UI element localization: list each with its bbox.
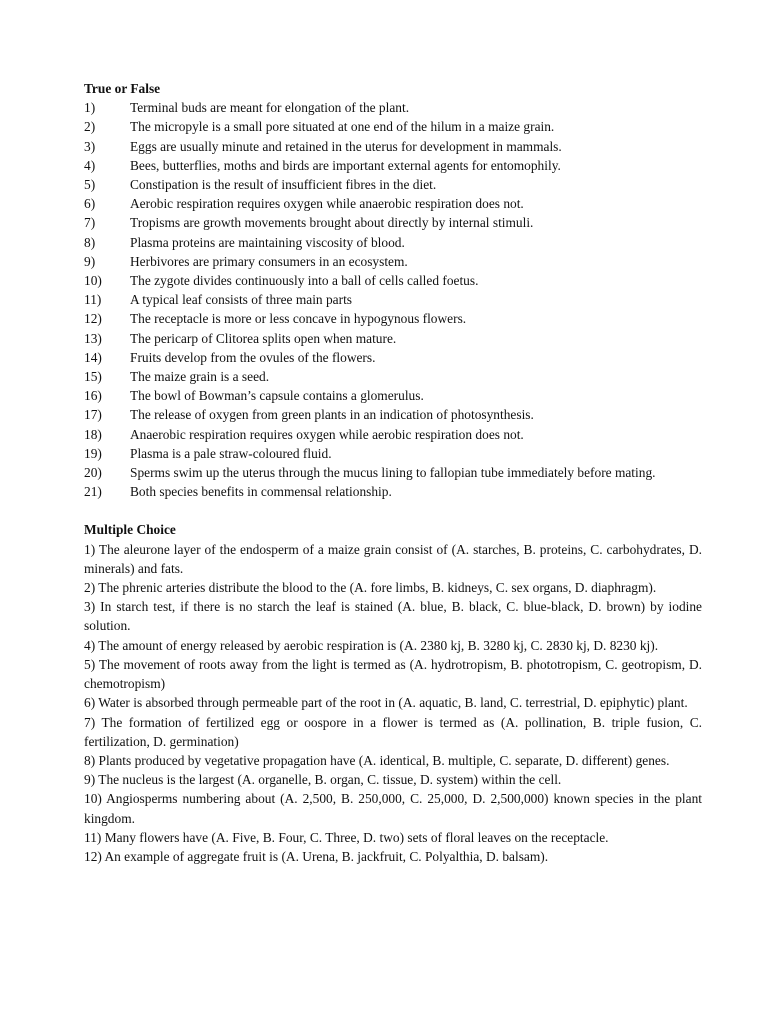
item-number: 18) (84, 426, 102, 442)
statement-text: Sperms swim up the uterus through the mucus lining to fallopian tube immediately before mating. (130, 465, 656, 481)
statement-text: The receptacle is more or less concave in hypogynous flowers. (130, 311, 467, 327)
statement-text: Bees, butterflies, moths and birds are important external agents for entomophily. (130, 157, 561, 173)
true-false-item (84, 233, 702, 252)
statement-text: Herbivores are primary consumers in an ecosystem. (130, 253, 408, 269)
statement-text: The pericarp of Clitorea splits open when mature. (130, 330, 397, 346)
true-false-item (84, 463, 702, 482)
item-number: 6) (84, 196, 96, 212)
item-number: 5) (84, 177, 96, 193)
statement-text: Plasma proteins are maintaining viscosity of blood. (130, 234, 405, 250)
multiple-choice-item: 11) Many flowers have (A. Five, B. Four, C. Three, D. two) sets of floral leaves on the receptacle. (84, 829, 609, 845)
true-false-item (84, 175, 702, 194)
statement-text: The micropyle is a small pore situated at one end of the hilum in a maize grain. (130, 119, 555, 135)
item-number: 8) (84, 234, 96, 250)
multiple-choice-item: 6) Water is absorbed through permeable part of the root in (A. aquatic, B. land, C. terrestrial, D. epiphytic) plant. (84, 695, 688, 711)
statement-text: Fruits develop from the ovules of the flowers. (130, 349, 376, 365)
true-false-list (84, 98, 702, 501)
statement-text: Tropisms are growth movements brought about directly by internal stimuli. (130, 215, 534, 231)
item-number: 3) (84, 138, 96, 154)
multiple-choice-item: 1) The aleurone layer of the endosperm of a maize grain consist of (A. starches, B. proteins, C. carbohydrates, D. minerals) and fats. (84, 541, 702, 576)
multiple-choice-item: 4) The amount of energy released by aerobic respiration is (A. 2380 kj, B. 3280 kj, C. 2830 kj, D. 8230 kj). (84, 637, 659, 653)
true-false-item (84, 425, 702, 444)
multiple-choice-item: 2) The phrenic arteries distribute the blood to the (A. fore limbs, B. kidneys, C. sex organs, D. diaphragm). (84, 580, 657, 596)
true-false-item (84, 271, 702, 290)
multiple-choice-heading: Multiple Choice (84, 522, 176, 538)
true-false-item (84, 194, 702, 213)
statement-text: The zygote divides continuously into a ball of cells called foetus. (130, 273, 479, 289)
item-number: 16) (84, 388, 102, 404)
item-number: 1) (84, 100, 96, 116)
multiple-choice-item: 8) Plants produced by vegetative propagation have (A. identical, B. multiple, C. separate, D. different) genes. (84, 752, 670, 768)
item-number: 17) (84, 407, 102, 423)
item-number: 11) (84, 292, 102, 308)
item-number: 21) (84, 484, 102, 500)
item-number: 12) (84, 311, 102, 327)
true-false-heading: True or False (84, 81, 161, 96)
statement-text: The maize grain is a seed. (130, 369, 270, 385)
multiple-choice-item: 3) In starch test, if there is no starch the leaf is stained (A. blue, B. black, C. blue-black, D. brown) by iodine solution. (84, 599, 702, 634)
true-false-item (84, 329, 702, 348)
item-number: 15) (84, 369, 102, 385)
item-number: 9) (84, 253, 96, 269)
statement-text: Plasma is a pale straw-coloured fluid. (130, 445, 332, 461)
multiple-choice-item: 5) The movement of roots away from the light is termed as (A. hydrotropism, B. phototropism, C. geotropism, D. chemotropism) (84, 656, 702, 692)
statement-text: The bowl of Bowman’s capsule contains a glomerulus. (130, 388, 424, 404)
true-false-item (84, 386, 702, 405)
true-false-item (84, 156, 702, 175)
item-number: 7) (84, 215, 96, 231)
item-number: 14) (84, 349, 102, 365)
true-false-item (84, 405, 702, 424)
statement-text: Constipation is the result of insufficient fibres in the diet. (130, 177, 437, 193)
true-false-item (84, 482, 702, 501)
statement-text: The release of oxygen from green plants in an indication of photosynthesis. (130, 407, 534, 423)
true-false-item (84, 444, 702, 463)
item-number: 13) (84, 330, 102, 346)
statement-text: Eggs are usually minute and retained in the uterus for development in mammals. (130, 138, 562, 154)
multiple-choice-item: 7) The formation of fertilized egg or oospore in a flower is termed as (A. pollination, B. triple fusion, C. fertilization, D. germination) (84, 714, 702, 749)
item-number: 19) (84, 445, 102, 461)
true-false-item (84, 309, 702, 328)
true-false-item (84, 137, 702, 156)
true-false-item (84, 290, 702, 309)
true-false-item (84, 117, 702, 136)
multiple-choice-item: 12) An example of aggregate fruit is (A. Urena, B. jackfruit, C. Polyalthia, D. balsam). (84, 848, 549, 864)
item-number: 20) (84, 465, 102, 481)
multiple-choice-list (84, 540, 702, 866)
statement-text: Aerobic respiration requires oxygen while anaerobic respiration does not. (130, 196, 524, 212)
item-number: 10) (84, 273, 102, 289)
item-number: 2) (84, 119, 96, 135)
true-false-item (84, 252, 702, 271)
multiple-choice-item: 9) The nucleus is the largest (A. organelle, B. organ, C. tissue, D. system) within the cell. (84, 772, 562, 788)
statement-text: Terminal buds are meant for elongation of the plant. (130, 100, 410, 116)
multiple-choice-item: 10) Angiosperms numbering about (A. 2,500, B. 250,000, C. 25,000, D. 2,500,000) known species in the plant kingdom. (84, 791, 702, 826)
statement-text: Both species benefits in commensal relationship. (130, 484, 392, 500)
true-false-item (84, 348, 702, 367)
statement-text: Anaerobic respiration requires oxygen while aerobic respiration does not. (130, 426, 524, 442)
true-false-item (84, 98, 702, 117)
item-number: 4) (84, 157, 96, 173)
true-false-item (84, 213, 702, 232)
statement-text: A typical leaf consists of three main parts (130, 292, 352, 308)
true-false-item (84, 367, 702, 386)
